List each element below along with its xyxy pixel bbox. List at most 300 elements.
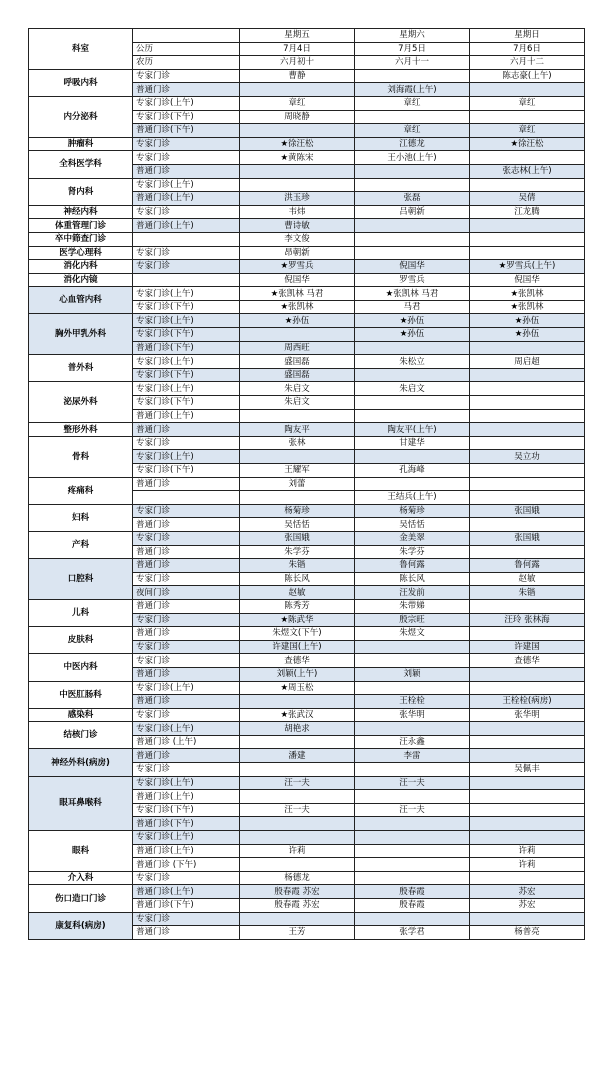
doctor-cell: 鲁何露: [470, 559, 585, 573]
doctor-cell: 江龙腾: [470, 205, 585, 219]
doctor-cell: [470, 110, 585, 124]
clinic-type: 普通门诊(上午): [133, 885, 240, 899]
clinic-type: 普通门诊(下午): [133, 899, 240, 913]
department-name: 疼痛科: [29, 477, 133, 504]
clinic-type: 普通门诊(下午): [133, 817, 240, 831]
doctor-cell: ★孙伍: [355, 328, 470, 342]
clinic-type: 专家门诊(上午): [133, 681, 240, 695]
department-name: 消化内镜: [29, 273, 133, 287]
clinic-type: 普通门诊: [133, 926, 240, 940]
clinic-type: 专家门诊: [133, 912, 240, 926]
department-name: 介入科: [29, 871, 133, 885]
doctor-cell: 章红: [240, 96, 355, 110]
doctor-cell: [470, 545, 585, 559]
clinic-type: 普通门诊(上午): [133, 844, 240, 858]
doctor-cell: [240, 790, 355, 804]
clinic-type: 普通门诊 (下午): [133, 858, 240, 872]
clinic-type: 专家门诊(下午): [133, 110, 240, 124]
department-name: 卒中筛查门诊: [29, 232, 133, 246]
doctor-cell: 杨德龙: [240, 871, 355, 885]
table-row: [29, 355, 585, 369]
doctor-cell: ★孙伍: [240, 314, 355, 328]
table-row: [29, 599, 585, 613]
doctor-cell: [240, 328, 355, 342]
doctor-cell: 张磊: [355, 192, 470, 206]
doctor-cell: ★孙伍: [355, 314, 470, 328]
table-row: [29, 681, 585, 695]
table-row: [29, 436, 585, 450]
clinic-type: 普通门诊: [133, 599, 240, 613]
doctor-cell: 吴立功: [470, 450, 585, 464]
doctor-cell: [470, 722, 585, 736]
doctor-cell: 汪一夫: [240, 803, 355, 817]
doctor-cell: 江德龙: [355, 137, 470, 151]
doctor-cell: [355, 368, 470, 382]
doctor-cell: 金美翠: [355, 531, 470, 545]
doctor-cell: 朱启文: [355, 382, 470, 396]
clinic-type: 专家门诊: [133, 654, 240, 668]
table-row: [29, 831, 585, 845]
clinic-type: 专家门诊: [133, 531, 240, 545]
doctor-cell: [470, 912, 585, 926]
doctor-cell: 吴恬恬: [240, 518, 355, 532]
department-name: 感染科: [29, 708, 133, 722]
doctor-cell: [470, 803, 585, 817]
doctor-cell: 吴佩丰: [470, 763, 585, 777]
table-row: [29, 178, 585, 192]
doctor-cell: [240, 178, 355, 192]
gregorian-date: 7月6日: [470, 42, 585, 56]
clinic-type: 专家门诊: [133, 69, 240, 83]
clinic-type: 专家门诊: [133, 137, 240, 151]
clinic-type: 普通门诊 (上午): [133, 735, 240, 749]
doctor-cell: 张国娥: [240, 531, 355, 545]
clinic-type: 专家门诊: [133, 205, 240, 219]
department-name: 呼吸内科: [29, 69, 133, 96]
doctor-cell: 孔海峰: [355, 464, 470, 478]
doctor-cell: 章红: [355, 96, 470, 110]
clinic-type: 普通门诊: [133, 695, 240, 709]
doctor-cell: [355, 69, 470, 83]
clinic-type: 专家门诊: [133, 763, 240, 777]
doctor-cell: [240, 912, 355, 926]
doctor-cell: ★黄陈宋: [240, 151, 355, 165]
department-name: 眼耳鼻喉科: [29, 776, 133, 830]
table-row: [29, 504, 585, 518]
table-row: [29, 559, 585, 573]
doctor-cell: 杨菊珍: [240, 504, 355, 518]
department-name: 眼科: [29, 831, 133, 872]
doctor-cell: ★张凯林 马君: [240, 287, 355, 301]
doctor-cell: [240, 831, 355, 845]
gregorian-date: 7月4日: [240, 42, 355, 56]
doctor-cell: 许莉: [240, 844, 355, 858]
doctor-cell: [470, 491, 585, 505]
department-name: 产科: [29, 531, 133, 558]
clinic-type: [133, 232, 240, 246]
clinic-type: 普通门诊: [133, 423, 240, 437]
table-row: [29, 885, 585, 899]
doctor-cell: 杨菊珍: [355, 504, 470, 518]
doctor-cell: 甘建华: [355, 436, 470, 450]
doctor-cell: 查德华: [240, 654, 355, 668]
doctor-cell: 殷春霞: [355, 899, 470, 913]
table-row: [29, 151, 585, 165]
department-name: 胸外甲乳外科: [29, 314, 133, 355]
doctor-cell: [470, 477, 585, 491]
doctor-cell: 马君: [355, 300, 470, 314]
doctor-cell: 盛国磊: [240, 368, 355, 382]
clinic-type: 专家门诊(上午): [133, 831, 240, 845]
doctor-cell: 朱带娣: [355, 599, 470, 613]
doctor-cell: 朱锴: [470, 586, 585, 600]
clinic-type: 专家门诊(下午): [133, 368, 240, 382]
clinic-type: 普通门诊: [133, 477, 240, 491]
doctor-cell: ★张凯林 马君: [355, 287, 470, 301]
clinic-type: 专家门诊(上午): [133, 178, 240, 192]
clinic-type: 普通门诊: [133, 545, 240, 559]
doctor-cell: [355, 858, 470, 872]
doctor-cell: 赵敏: [470, 572, 585, 586]
table-row: [29, 477, 585, 491]
doctor-cell: ★孙伍: [470, 328, 585, 342]
doctor-cell: [470, 382, 585, 396]
doctor-cell: [470, 178, 585, 192]
doctor-cell: ★周玉松: [240, 681, 355, 695]
doctor-cell: 赵敏: [240, 586, 355, 600]
doctor-cell: 朱煜文: [355, 627, 470, 641]
doctor-cell: 朱锴: [240, 559, 355, 573]
doctor-cell: 王耀军: [240, 464, 355, 478]
department-name: 全科医学科: [29, 151, 133, 178]
department-name: 中医内科: [29, 654, 133, 681]
doctor-cell: [355, 722, 470, 736]
doctor-cell: [470, 871, 585, 885]
clinic-type: 专家门诊(上午): [133, 382, 240, 396]
doctor-cell: [355, 912, 470, 926]
doctor-cell: 查德华: [470, 654, 585, 668]
doctor-cell: [240, 124, 355, 138]
doctor-cell: ★徐汪松: [470, 137, 585, 151]
doctor-cell: 张华明: [470, 708, 585, 722]
clinic-type: 普通门诊: [133, 749, 240, 763]
clinic-type: 专家门诊: [133, 640, 240, 654]
doctor-cell: [240, 491, 355, 505]
clinic-type: 专家门诊: [133, 572, 240, 586]
doctor-cell: [355, 178, 470, 192]
gregorian-label: 公历: [133, 42, 240, 56]
clinic-type: 专家门诊(上午): [133, 287, 240, 301]
clinic-type: 夜间门诊: [133, 586, 240, 600]
clinic-type: 专家门诊(上午): [133, 450, 240, 464]
doctor-cell: [470, 831, 585, 845]
doctor-cell: 许莉: [470, 858, 585, 872]
doctor-cell: [470, 83, 585, 97]
doctor-cell: 汪发前: [355, 586, 470, 600]
day-header: 星期六: [355, 29, 470, 43]
doctor-cell: 汪一夫: [240, 776, 355, 790]
clinic-type: 普通门诊: [133, 627, 240, 641]
clinic-type: 专家门诊: [133, 260, 240, 274]
doctor-cell: [470, 219, 585, 233]
department-name: 口腔科: [29, 559, 133, 600]
department-name: 儿科: [29, 599, 133, 626]
doctor-cell: 殷春霞 苏宏: [240, 899, 355, 913]
doctor-cell: [470, 246, 585, 260]
clinic-type: 普通门诊: [133, 164, 240, 178]
clinic-type: 普通门诊(下午): [133, 124, 240, 138]
doctor-cell: 倪国华: [470, 273, 585, 287]
table-row: [29, 205, 585, 219]
department-name: 体重管理门诊: [29, 219, 133, 233]
clinic-type: 专家门诊(上午): [133, 96, 240, 110]
doctor-cell: ★罗雪兵(上午): [470, 260, 585, 274]
doctor-cell: 李雷: [355, 749, 470, 763]
table-row: [29, 246, 585, 260]
doctor-cell: 王结兵(上午): [355, 491, 470, 505]
clinic-type: 普通门诊(上午): [133, 219, 240, 233]
doctor-cell: [470, 599, 585, 613]
doctor-cell: [240, 735, 355, 749]
department-name: 伤口造口门诊: [29, 885, 133, 912]
doctor-cell: [470, 790, 585, 804]
doctor-cell: [355, 831, 470, 845]
clinic-type: 专家门诊(下午): [133, 396, 240, 410]
header-row-day: [29, 29, 585, 43]
doctor-cell: 汪玲 张林海: [470, 613, 585, 627]
doctor-cell: 刘蕾: [240, 477, 355, 491]
clinic-type: 专家门诊: [133, 504, 240, 518]
table-row: [29, 871, 585, 885]
doctor-cell: [240, 83, 355, 97]
doctor-cell: 韦炜: [240, 205, 355, 219]
doctor-cell: 朱启文: [240, 382, 355, 396]
doctor-cell: 陶友平: [240, 423, 355, 437]
doctor-cell: 周晓静: [240, 110, 355, 124]
doctor-cell: [470, 667, 585, 681]
doctor-cell: [240, 409, 355, 423]
doctor-cell: 朱启文: [240, 396, 355, 410]
clinic-type: 普通门诊(上午): [133, 790, 240, 804]
table-row: [29, 96, 585, 110]
doctor-cell: 陈秀芳: [240, 599, 355, 613]
doctor-cell: 倪国华: [355, 260, 470, 274]
department-name: 妇科: [29, 504, 133, 531]
doctor-cell: [470, 396, 585, 410]
department-name: 内分泌科: [29, 96, 133, 137]
doctor-cell: [240, 858, 355, 872]
dept-header: 科室: [29, 29, 133, 70]
doctor-cell: ★徐汪松: [240, 137, 355, 151]
doctor-cell: [240, 763, 355, 777]
doctor-cell: 汪永鑫: [355, 735, 470, 749]
doctor-cell: 杨普亮: [470, 926, 585, 940]
doctor-cell: 陈长风: [355, 572, 470, 586]
doctor-cell: [470, 436, 585, 450]
day-header: 星期五: [240, 29, 355, 43]
table-row: [29, 531, 585, 545]
doctor-cell: 曹诗敏: [240, 219, 355, 233]
doctor-cell: [355, 110, 470, 124]
doctor-cell: 刘海霞(上午): [355, 83, 470, 97]
doctor-cell: [355, 763, 470, 777]
clinic-type: 普通门诊: [133, 518, 240, 532]
doctor-cell: 潘建: [240, 749, 355, 763]
clinic-type: 普通门诊(上午): [133, 409, 240, 423]
department-name: 泌尿外科: [29, 382, 133, 423]
clinic-type: 专家门诊(下午): [133, 464, 240, 478]
department-name: 结核门诊: [29, 722, 133, 749]
clinic-type: 专家门诊(上午): [133, 314, 240, 328]
doctor-cell: 章红: [470, 124, 585, 138]
doctor-cell: [470, 735, 585, 749]
doctor-cell: 张林: [240, 436, 355, 450]
doctor-cell: [355, 871, 470, 885]
doctor-cell: [355, 640, 470, 654]
doctor-cell: 罗雪兵: [355, 273, 470, 287]
doctor-cell: 张学君: [355, 926, 470, 940]
doctor-cell: 刘颖(上午): [240, 667, 355, 681]
clinic-type: 普通门诊: [133, 667, 240, 681]
clinic-type: 专家门诊(下午): [133, 803, 240, 817]
doctor-cell: 吴恬恬: [355, 518, 470, 532]
doctor-cell: ★张凯林: [470, 287, 585, 301]
department-name: 心血管内科: [29, 287, 133, 314]
table-row: [29, 749, 585, 763]
doctor-cell: 陈长风: [240, 572, 355, 586]
doctor-cell: 张华明: [355, 708, 470, 722]
table-row: [29, 382, 585, 396]
table-row: [29, 219, 585, 233]
doctor-cell: 洪玉珍: [240, 192, 355, 206]
doctor-cell: 朱松立: [355, 355, 470, 369]
doctor-cell: [470, 627, 585, 641]
clinic-type: 专家门诊(下午): [133, 328, 240, 342]
doctor-cell: 殷春霞: [355, 885, 470, 899]
doctor-cell: [355, 790, 470, 804]
doctor-cell: [355, 681, 470, 695]
doctor-cell: 刘颖: [355, 667, 470, 681]
table-row: [29, 912, 585, 926]
clinic-type: 普通门诊: [133, 559, 240, 573]
doctor-cell: [240, 695, 355, 709]
lunar-date: 六月十二: [470, 56, 585, 70]
doctor-cell: 张国娥: [470, 531, 585, 545]
doctor-cell: [355, 477, 470, 491]
doctor-cell: ★孙伍: [470, 314, 585, 328]
clinic-type: [133, 491, 240, 505]
doctor-cell: [470, 817, 585, 831]
doctor-cell: 周启超: [470, 355, 585, 369]
doctor-cell: 章红: [355, 124, 470, 138]
doctor-cell: [355, 219, 470, 233]
department-name: 康复科(病房): [29, 912, 133, 939]
doctor-cell: 昂朝新: [240, 246, 355, 260]
doctor-cell: [240, 450, 355, 464]
gregorian-date: 7月5日: [355, 42, 470, 56]
department-name: 皮肤科: [29, 627, 133, 654]
doctor-cell: 吕朝新: [355, 205, 470, 219]
department-name: 神经外科(病房): [29, 749, 133, 776]
department-name: 肾内科: [29, 178, 133, 205]
department-name: 骨科: [29, 436, 133, 477]
doctor-cell: 周西旺: [240, 341, 355, 355]
doctor-cell: 曹静: [240, 69, 355, 83]
doctor-cell: ★陈武华: [240, 613, 355, 627]
doctor-cell: [470, 464, 585, 478]
doctor-cell: 殷宗旺: [355, 613, 470, 627]
clinic-type: 专家门诊: [133, 246, 240, 260]
clinic-type: 普通门诊(下午): [133, 341, 240, 355]
department-name: 神经内科: [29, 205, 133, 219]
table-row: [29, 654, 585, 668]
doctor-cell: 王小池(上午): [355, 151, 470, 165]
doctor-cell: 苏宏: [470, 899, 585, 913]
table-row: [29, 287, 585, 301]
clinic-type: 专家门诊: [133, 613, 240, 627]
doctor-cell: [240, 164, 355, 178]
doctor-cell: [470, 409, 585, 423]
doctor-cell: 鲁何露: [355, 559, 470, 573]
department-name: 整形外科: [29, 423, 133, 437]
department-name: 消化内科: [29, 260, 133, 274]
table-row: [29, 708, 585, 722]
table-row: [29, 776, 585, 790]
doctor-cell: 胡艳求: [240, 722, 355, 736]
clinic-type: 专家门诊: [133, 151, 240, 165]
table-row: [29, 137, 585, 151]
doctor-cell: [470, 151, 585, 165]
doctor-cell: [470, 368, 585, 382]
clinic-type: 专家门诊(下午): [133, 300, 240, 314]
doctor-cell: 李文俊: [240, 232, 355, 246]
table-row: [29, 314, 585, 328]
clinic-type: 专家门诊: [133, 436, 240, 450]
clinic-type: 专家门诊: [133, 871, 240, 885]
doctor-cell: [355, 246, 470, 260]
doctor-cell: 陶友平(上午): [355, 423, 470, 437]
doctor-cell: [355, 409, 470, 423]
clinic-type: 专家门诊(上午): [133, 355, 240, 369]
blank-cell: [133, 29, 240, 43]
doctor-cell: 汪一夫: [355, 776, 470, 790]
table-row: [29, 273, 585, 287]
table-row: [29, 69, 585, 83]
clinic-type: 专家门诊(上午): [133, 776, 240, 790]
doctor-cell: 倪国华: [240, 273, 355, 287]
doctor-cell: [240, 817, 355, 831]
table-row: [29, 423, 585, 437]
doctor-cell: [470, 518, 585, 532]
schedule-sheet: [28, 28, 584, 940]
doctor-cell: [470, 232, 585, 246]
doctor-cell: 朱学芬: [240, 545, 355, 559]
doctor-cell: 王芳: [240, 926, 355, 940]
clinic-type: [133, 273, 240, 287]
doctor-cell: [355, 341, 470, 355]
doctor-cell: ★张武汉: [240, 708, 355, 722]
table-row: [29, 722, 585, 736]
doctor-cell: 许建国: [470, 640, 585, 654]
table-row: [29, 260, 585, 274]
doctor-cell: [355, 164, 470, 178]
clinic-type: 普通门诊: [133, 83, 240, 97]
doctor-cell: 殷春霞 苏宏: [240, 885, 355, 899]
doctor-cell: 朱学芬: [355, 545, 470, 559]
doctor-cell: [355, 232, 470, 246]
lunar-date: 六月十一: [355, 56, 470, 70]
doctor-cell: 陈志豪(上午): [470, 69, 585, 83]
